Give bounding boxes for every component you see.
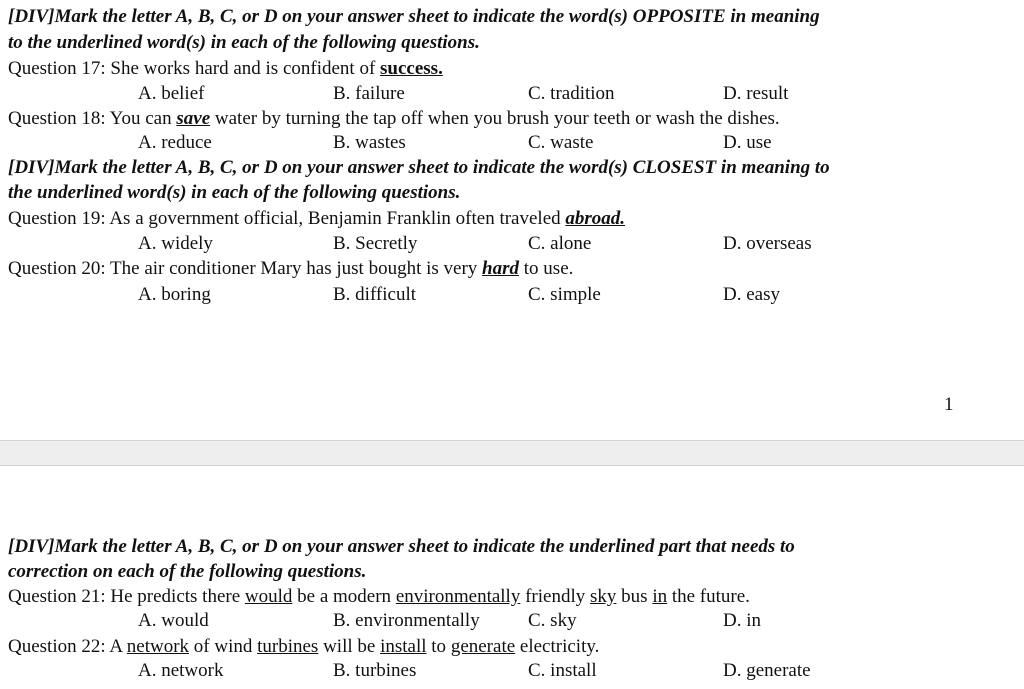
question-19	[8, 208, 625, 230]
question-21	[8, 586, 750, 608]
question-22-text: Question 22: A	[8, 636, 127, 657]
question-21-text: be a modern	[292, 586, 396, 607]
question-17-option-c: C. tradition	[528, 83, 615, 104]
question-20-option-d: D. easy	[723, 284, 780, 305]
question-22-text: will be	[318, 636, 381, 657]
question-21-underlined-a: would	[244, 586, 293, 607]
question-22-option-b: B. turbines	[333, 660, 417, 681]
question-19-option-a: A. widely	[138, 233, 213, 254]
question-22-option-c: C. install	[528, 660, 597, 681]
question-22-text: to	[426, 636, 451, 657]
page-break-gap	[0, 440, 1024, 466]
question-20-prefix: Question 20: The air conditioner Mary has just bought is very	[8, 258, 483, 279]
question-20-option-c: C. simple	[528, 284, 601, 305]
question-19-underlined-word: abroad.	[565, 208, 626, 229]
question-22	[8, 636, 599, 658]
question-21-text: Question 21: He predicts there	[8, 586, 245, 607]
question-21-underlined-b: environmentally	[395, 586, 521, 607]
question-18-option-c: C. waste	[528, 132, 594, 153]
question-17-underlined-word: success.	[380, 58, 443, 79]
question-19-prefix: Question 19: As a government official, Benjamin Franklin often traveled	[8, 208, 566, 229]
question-21-option-c: C. sky	[528, 610, 577, 631]
question-21-option-b: B. environmentally	[333, 610, 480, 631]
question-17-option-b: B. failure	[333, 83, 405, 104]
question-20-option-a: A. boring	[138, 284, 211, 305]
question-18-option-d: D. use	[723, 132, 772, 153]
question-22-text: of wind	[189, 636, 258, 657]
question-22-underlined-b: turbines	[257, 636, 319, 657]
question-21-text: friendly	[520, 586, 590, 607]
question-21-underlined-c: sky	[590, 586, 617, 607]
question-18-underlined-word: save	[176, 108, 211, 129]
question-18	[8, 108, 780, 130]
question-20-underlined-word: hard	[482, 258, 520, 279]
question-20-option-b: B. difficult	[333, 284, 417, 305]
question-20	[8, 258, 573, 280]
question-22-option-a: A. network	[138, 660, 224, 681]
question-18-prefix: Question 18: You can	[8, 108, 177, 129]
document-page-2	[0, 466, 1024, 689]
question-21-text: bus	[616, 586, 653, 607]
question-20-suffix: to use.	[519, 258, 574, 279]
section1-instruction-line2: to the underlined word(s) in each of the following questions.	[8, 32, 480, 53]
question-19-option-b: B. Secretly	[333, 233, 418, 254]
question-22-text: electricity.	[515, 636, 600, 657]
question-17-prefix: Question 17: She works hard and is confident of	[8, 58, 381, 79]
section3-instruction-line1: [DIV]Mark the letter A, B, C, or D on your answer sheet to indicate the underlined part that needs to	[8, 536, 795, 557]
question-21-text: the future.	[667, 586, 750, 607]
question-21-option-a: A. would	[138, 610, 209, 631]
question-17	[8, 58, 443, 80]
question-18-option-b: B. wastes	[333, 132, 406, 153]
question-17-option-d: D. result	[723, 83, 789, 104]
question-21-option-d: D. in	[723, 610, 761, 631]
page-number: 1	[944, 394, 954, 415]
question-22-underlined-c: install	[380, 636, 427, 657]
section2-instruction-line1: [DIV]Mark the letter A, B, C, or D on your answer sheet to indicate the word(s) CLOSEST in meaning to	[8, 157, 830, 178]
section2-instruction-line2: the underlined word(s) in each of the following questions.	[8, 182, 461, 203]
question-17-option-a: A. belief	[138, 83, 205, 104]
section1-instruction-line1: [DIV]Mark the letter A, B, C, or D on your answer sheet to indicate the word(s) OPPOSITE in meaning	[8, 6, 820, 27]
question-22-underlined-d: generate	[450, 636, 516, 657]
question-18-suffix: water by turning the tap off when you brush your teeth or wash the dishes.	[210, 108, 780, 129]
question-22-underlined-a: network	[126, 636, 190, 657]
section3-instruction-line2: correction on each of the following questions.	[8, 561, 367, 582]
question-21-underlined-d: in	[652, 586, 668, 607]
question-18-option-a: A. reduce	[138, 132, 212, 153]
question-19-option-c: C. alone	[528, 233, 592, 254]
question-22-option-d: D. generate	[723, 660, 811, 681]
question-19-option-d: D. overseas	[723, 233, 812, 254]
